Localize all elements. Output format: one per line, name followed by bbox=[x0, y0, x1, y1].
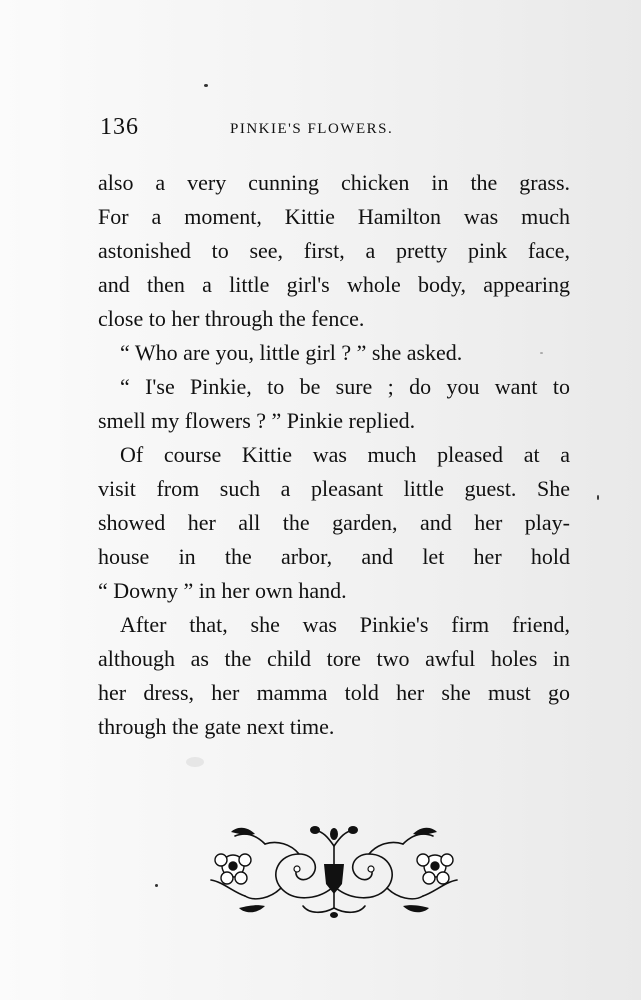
text-line: close to her through the fence. bbox=[98, 306, 365, 331]
text-line: through the gate next time. bbox=[98, 714, 335, 739]
page-number: 136 bbox=[100, 114, 139, 140]
text-line: and then a little girl's whole body, appearing bbox=[98, 272, 570, 297]
floral-scroll-tailpiece-icon bbox=[205, 822, 463, 920]
running-title: PINKIE'S FLOWERS. bbox=[230, 121, 394, 137]
text-line: “ Who are you, little girl ? ” she asked. bbox=[120, 340, 463, 365]
body-text bbox=[98, 166, 570, 744]
text-line: After that, she was Pinkie's firm friend, bbox=[120, 612, 570, 637]
text-line: astonished to see, first, a pretty pink face, bbox=[98, 238, 570, 263]
ink-speck bbox=[597, 495, 599, 500]
ink-speck bbox=[204, 84, 208, 87]
text-line: Of course Kittie was much pleased at a bbox=[120, 442, 570, 467]
page-header bbox=[100, 114, 570, 154]
text-line: her dress, her mamma told her she must go bbox=[98, 680, 570, 705]
text-line: visit from such a pleasant little guest. She bbox=[98, 476, 570, 501]
paper-stain bbox=[186, 757, 204, 767]
text-line: showed her all the garden, and her play- bbox=[98, 510, 570, 535]
ink-speck bbox=[155, 884, 158, 887]
text-line: also a very cunning chicken in the grass. bbox=[98, 170, 570, 195]
text-line: house in the arbor, and let her hold bbox=[98, 544, 570, 569]
text-line: “ Downy ” in her own hand. bbox=[98, 578, 347, 603]
text-line: “ I'se Pinkie, to be sure ; do you want to bbox=[120, 374, 570, 399]
text-line: although as the child tore two awful holes in bbox=[98, 646, 570, 671]
text-line: smell my flowers ? ” Pinkie replied. bbox=[98, 408, 416, 433]
text-line: For a moment, Kittie Hamilton was much bbox=[98, 204, 570, 229]
